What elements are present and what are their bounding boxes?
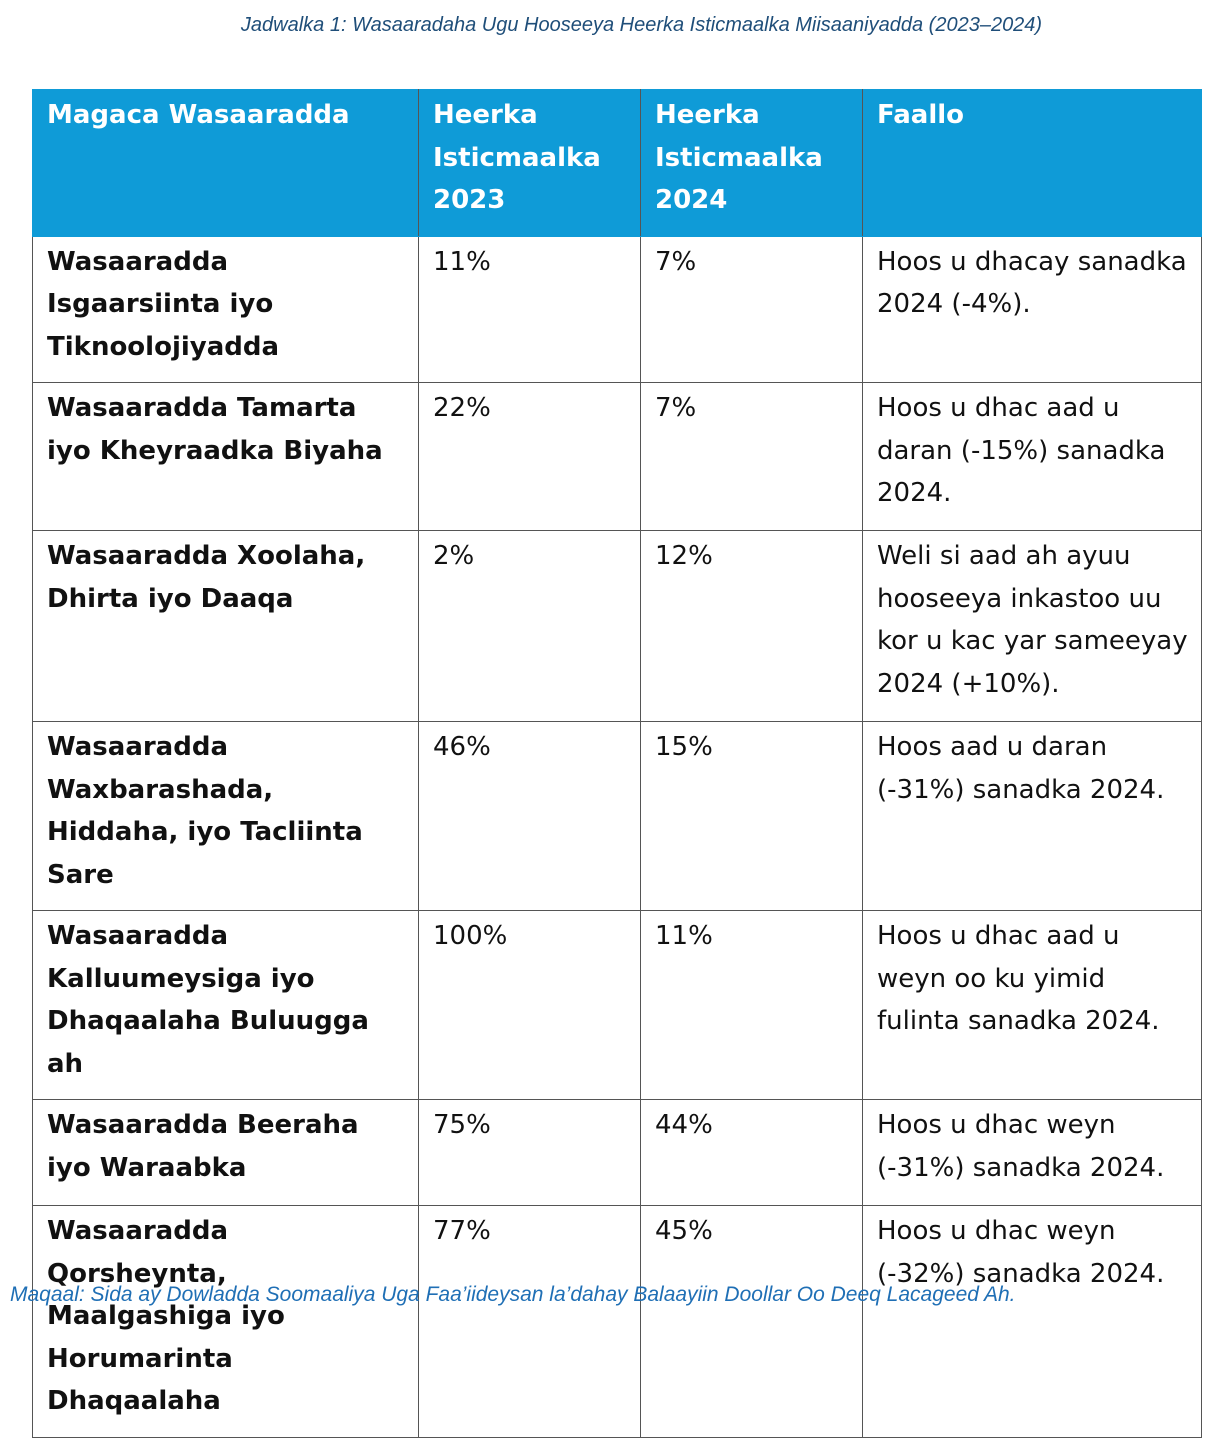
budget-utilization-table [32,89,1202,1438]
header-rate-2023: Heerka Isticmaalka 2023 [419,90,641,237]
rate-2023-cell: 11% [419,236,641,383]
table-row [33,911,1202,1100]
ministry-name-cell: Wasaaradda Kalluumeysiga iyo Dhaqaalaha Buluugga ah [33,911,419,1100]
rate-2023-cell: 46% [419,722,641,911]
rate-2024-cell: 15% [641,722,863,911]
header-ministry-name: Magaca Wasaaradda [33,90,419,237]
ministry-name-cell: Wasaaradda Xoolaha, Dhirta iyo Daaqa [33,531,419,722]
ministry-name-cell: Wasaaradda Tamarta iyo Kheyraadka Biyaha [33,383,419,531]
table-row [33,722,1202,911]
ministry-name-cell: Wasaaradda Waxbarashada, Hiddaha, iyo Tacliinta Sare [33,722,419,911]
rate-2024-cell: 11% [641,911,863,1100]
ministry-name-cell: Wasaaradda Isgaarsiinta iyo Tiknoolojiyadda [33,236,419,383]
rate-2024-cell: 7% [641,236,863,383]
ministry-name-cell: Wasaaradda Qorsheynta, Maalgashiga iyo Horumarinta Dhaqaalaha [33,1206,419,1438]
rate-2023-cell: 75% [419,1100,641,1206]
comment-cell: Hoos aad u daran (-31%) sanadka 2024. [863,722,1202,911]
comment-cell: Hoos u dhacay sanadka 2024 (-4%). [863,236,1202,383]
rate-2024-cell: 45% [641,1206,863,1438]
rate-2023-cell: 100% [419,911,641,1100]
header-rate-2024: Heerka Isticmaalka 2024 [641,90,863,237]
comment-cell: Hoos u dhac weyn (-31%) sanadka 2024. [863,1100,1202,1206]
rate-2023-cell: 2% [419,531,641,722]
rate-2023-cell: 22% [419,383,641,531]
rate-2024-cell: 44% [641,1100,863,1206]
comment-cell: Weli si aad ah ayuu hooseeya inkastoo uu kor u kac yar sameeyay 2024 (+10%). [863,531,1202,722]
ministry-name-cell: Wasaaradda Beeraha iyo Waraabka [33,1100,419,1206]
source-citation: Maqaal: Sida ay Dowladda Soomaaliya Uga Faa’iideysan la’dahay Balaayiin Doollar Oo Deeq Lacageed Ah. [10,1283,1016,1306]
table-caption: Jadwalka 1: Wasaaradaha Ugu Hooseeya Heerka Isticmaalka Miisaaniyadda (2023–2024) [240,14,1043,36]
table-row [33,1100,1202,1206]
table-row [33,531,1202,722]
comment-cell: Hoos u dhac aad u weyn oo ku yimid fulinta sanadka 2024. [863,911,1202,1100]
rate-2024-cell: 7% [641,383,863,531]
rate-2023-cell: 77% [419,1206,641,1438]
header-comment: Faallo [863,90,1202,237]
comment-cell: Hoos u dhac aad u daran (-15%) sanadka 2024. [863,383,1202,531]
rate-2024-cell: 12% [641,531,863,722]
table-row [33,383,1202,531]
table-row [33,1206,1202,1438]
table-row [33,236,1202,383]
comment-cell: Hoos u dhac weyn (-32%) sanadka 2024. [863,1206,1202,1438]
table-header-row [33,90,1202,237]
